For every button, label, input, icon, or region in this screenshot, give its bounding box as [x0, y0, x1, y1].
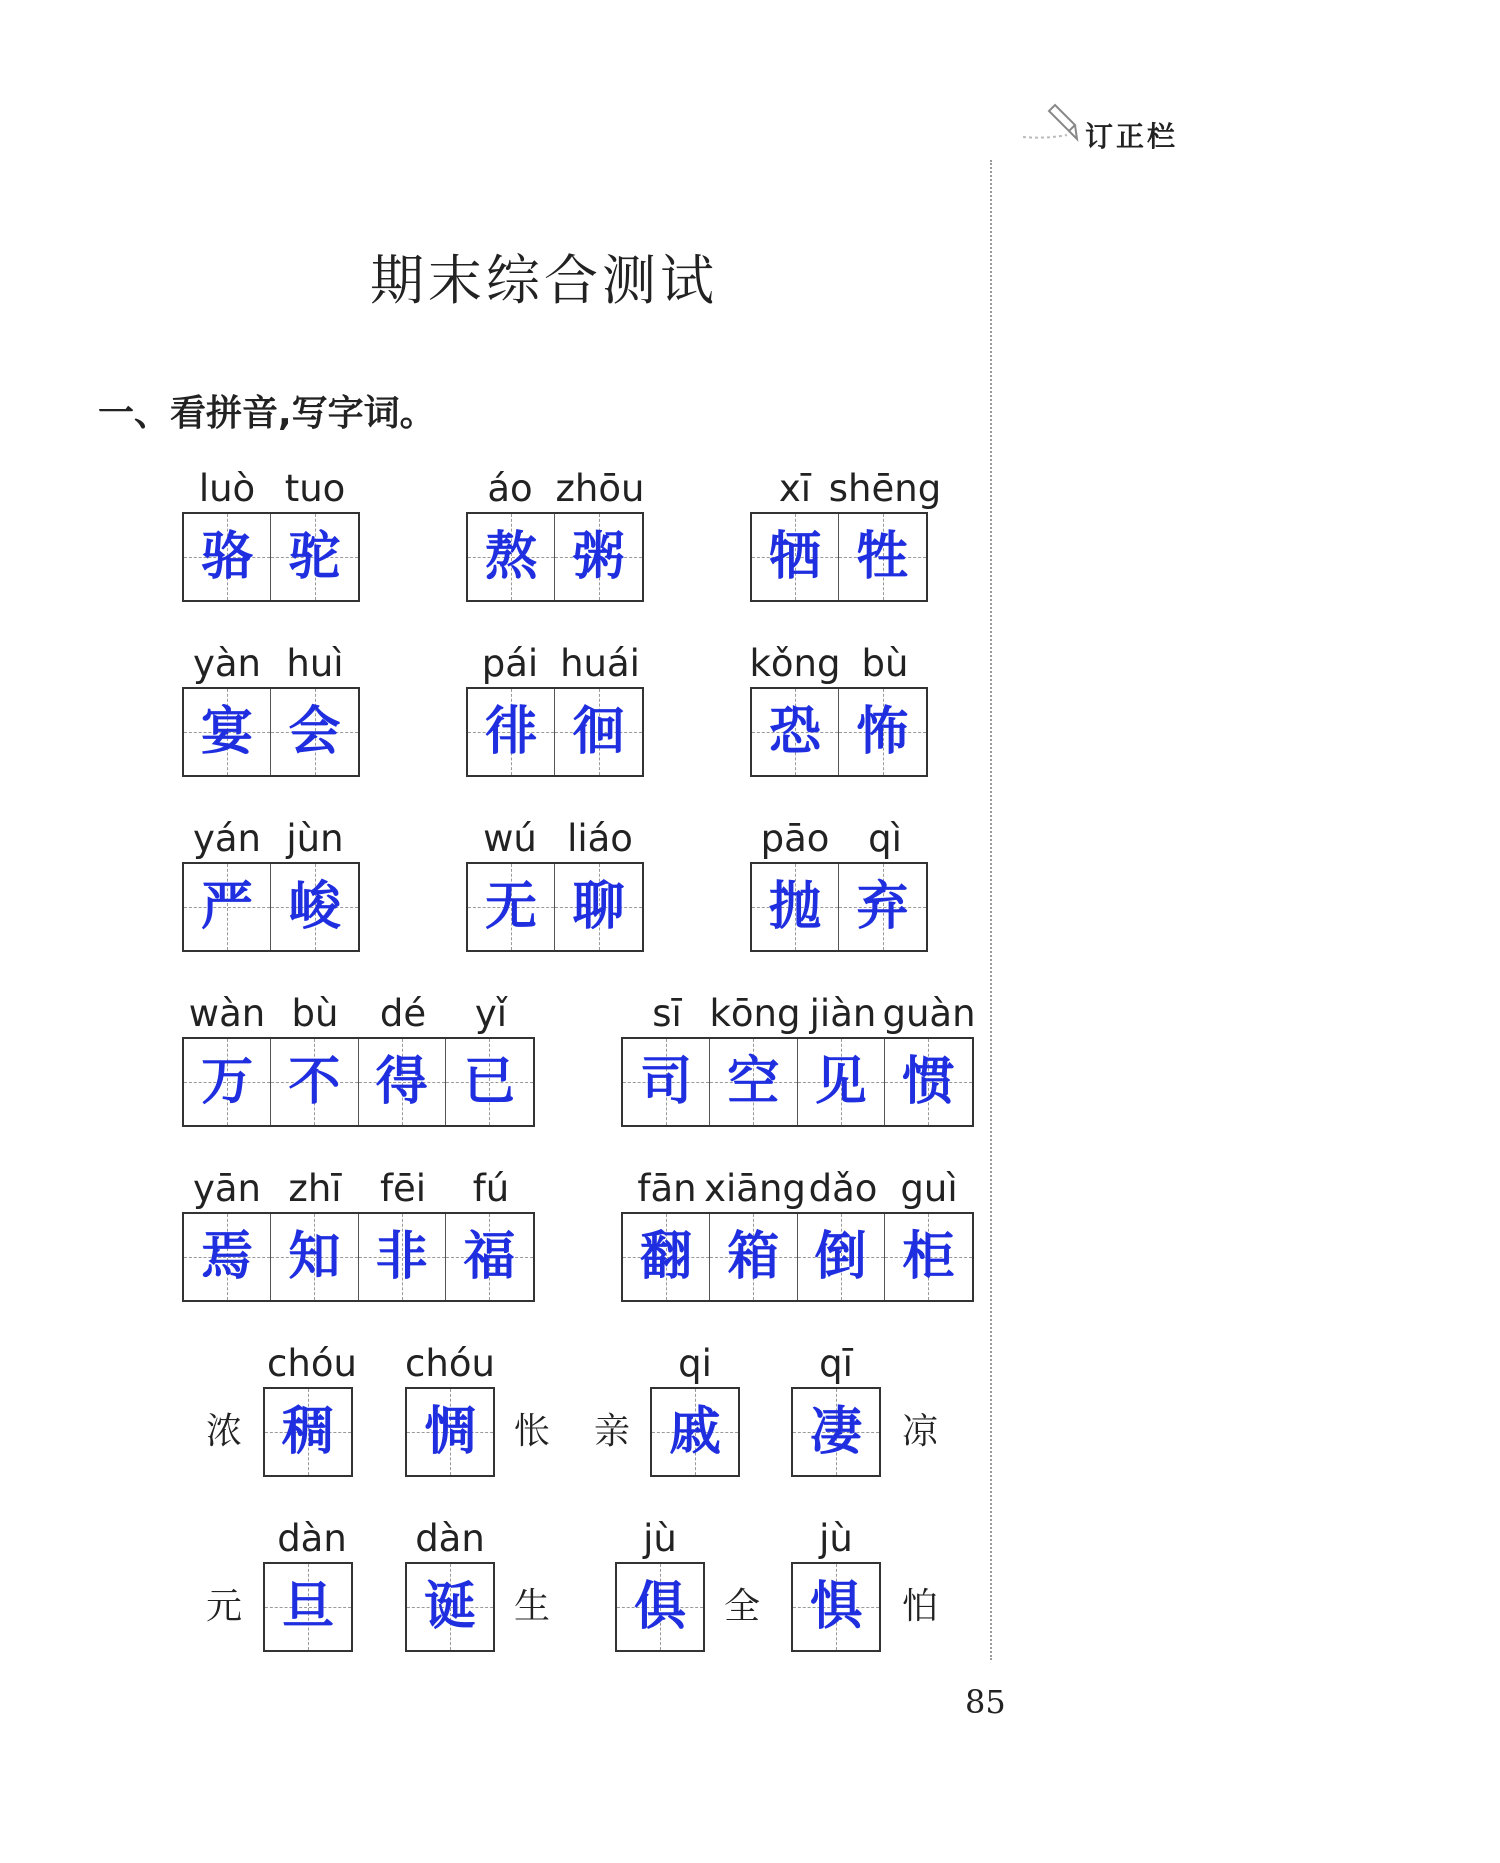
pinyin-label: yán: [192, 817, 262, 860]
pinyin-label: jùn: [286, 817, 344, 860]
char-cell: 峻: [271, 864, 358, 950]
pinyin-label: luò: [198, 467, 256, 510]
word-box: [182, 687, 360, 777]
word-box: [182, 512, 360, 602]
context-char: 浓: [205, 1411, 243, 1452]
char-cell: 福: [446, 1214, 533, 1300]
pinyin-label: zhōu: [555, 467, 645, 510]
char-cell: 牲: [839, 514, 926, 600]
page-number: 85: [965, 1683, 1006, 1721]
char-cell: 熬: [468, 514, 555, 600]
context-char: 亲: [593, 1411, 631, 1452]
pinyin-label: pāo: [760, 817, 830, 860]
char-cell: 弃: [839, 864, 926, 950]
char-cell: 惆: [407, 1389, 493, 1475]
pinyin-label: dé: [379, 992, 427, 1035]
context-char: 凉: [901, 1411, 939, 1452]
single-char-box: [405, 1562, 495, 1652]
single-char-box: [405, 1387, 495, 1477]
pinyin-label: xī: [778, 467, 812, 510]
char-cell: 倒: [798, 1214, 885, 1300]
single-char-box: [650, 1387, 740, 1477]
pinyin-label: liáo: [567, 817, 633, 860]
pinyin-label: dàn: [277, 1517, 347, 1560]
idiom-box: [182, 1212, 535, 1302]
char-cell: 诞: [407, 1564, 493, 1650]
word-box: [466, 512, 644, 602]
pinyin-label: wàn: [188, 992, 266, 1035]
single-char-box: [263, 1562, 353, 1652]
word-box: [750, 687, 928, 777]
char-cell: 旦: [265, 1564, 351, 1650]
char-cell: 牺: [752, 514, 839, 600]
pinyin-label: dǎo: [808, 1167, 878, 1210]
char-cell: 焉: [184, 1214, 271, 1300]
pinyin-label: áo: [487, 467, 533, 510]
char-cell: 骆: [184, 514, 271, 600]
page-title: 期末综合测试: [370, 249, 718, 312]
pinyin-label: guàn: [882, 992, 976, 1035]
pinyin-label: jù: [819, 1517, 853, 1560]
pinyin-label: fān: [637, 1167, 697, 1210]
char-cell: 万: [184, 1039, 271, 1125]
pinyin-label: kōng: [709, 992, 801, 1035]
context-char: 怕: [901, 1586, 939, 1627]
char-cell: 怖: [839, 689, 926, 775]
char-cell: 已: [446, 1039, 533, 1125]
pinyin-label: kǒng: [749, 642, 841, 685]
idiom-box: [621, 1037, 974, 1127]
context-char: 元: [205, 1586, 243, 1627]
pinyin-label: yàn: [192, 642, 262, 685]
word-box: [466, 862, 644, 952]
pinyin-label: chóu: [405, 1342, 495, 1385]
char-cell: 惧: [793, 1564, 879, 1650]
word-box: [182, 862, 360, 952]
word-box: [750, 862, 928, 952]
char-cell: 惯: [885, 1039, 972, 1125]
single-char-box: [615, 1562, 705, 1652]
char-cell: 徊: [555, 689, 642, 775]
pinyin-label: chóu: [267, 1342, 357, 1385]
char-cell: 俱: [617, 1564, 703, 1650]
char-cell: 无: [468, 864, 555, 950]
char-cell: 非: [359, 1214, 446, 1300]
pinyin-label: jiàn: [809, 992, 877, 1035]
pinyin-label: bù: [861, 642, 909, 685]
pinyin-label: fēi: [379, 1167, 427, 1210]
correction-label: 订正栏: [1085, 120, 1179, 153]
char-cell: 徘: [468, 689, 555, 775]
pinyin-label: shēng: [828, 467, 942, 510]
char-cell: 翻: [623, 1214, 710, 1300]
pinyin-label: guì: [900, 1167, 958, 1210]
pinyin-label: fú: [472, 1167, 510, 1210]
char-cell: 聊: [555, 864, 642, 950]
word-box: [466, 687, 644, 777]
single-char-box: [791, 1387, 881, 1477]
pinyin-label: yān: [192, 1167, 262, 1210]
pinyin-label: huì: [286, 642, 344, 685]
pinyin-label: xiāng: [704, 1167, 806, 1210]
char-cell: 箱: [710, 1214, 797, 1300]
context-char: 怅: [513, 1411, 551, 1452]
char-cell: 宴: [184, 689, 271, 775]
idiom-box: [182, 1037, 535, 1127]
pinyin-label: bù: [291, 992, 339, 1035]
char-cell: 会: [271, 689, 358, 775]
char-cell: 凄: [793, 1389, 879, 1475]
pinyin-label: qì: [868, 817, 902, 860]
char-cell: 司: [623, 1039, 710, 1125]
pinyin-label: jù: [643, 1517, 677, 1560]
pinyin-label: pái: [481, 642, 539, 685]
char-cell: 空: [710, 1039, 797, 1125]
pinyin-label: dàn: [415, 1517, 485, 1560]
single-char-box: [263, 1387, 353, 1477]
pinyin-label: zhī: [288, 1167, 342, 1210]
context-char: 全: [723, 1586, 761, 1627]
word-box: [750, 512, 928, 602]
char-cell: 严: [184, 864, 271, 950]
correction-column-divider: [990, 160, 992, 1660]
char-cell: 戚: [652, 1389, 738, 1475]
pencil-icon: [1015, 95, 1085, 145]
idiom-box: [621, 1212, 974, 1302]
char-cell: 不: [271, 1039, 358, 1125]
pinyin-label: wú: [483, 817, 537, 860]
char-cell: 抛: [752, 864, 839, 950]
char-cell: 知: [271, 1214, 358, 1300]
context-char: 生: [513, 1586, 551, 1627]
pinyin-label: tuo: [284, 467, 346, 510]
char-cell: 恐: [752, 689, 839, 775]
pinyin-label: qī: [819, 1342, 853, 1385]
pinyin-label: huái: [560, 642, 640, 685]
single-char-box: [791, 1562, 881, 1652]
pinyin-label: qi: [678, 1342, 712, 1385]
pinyin-label: yǐ: [474, 992, 508, 1035]
char-cell: 见: [798, 1039, 885, 1125]
section-heading: 一、看拼音,写字词。: [98, 393, 436, 434]
char-cell: 驼: [271, 514, 358, 600]
char-cell: 粥: [555, 514, 642, 600]
char-cell: 稠: [265, 1389, 351, 1475]
char-cell: 柜: [885, 1214, 972, 1300]
char-cell: 得: [359, 1039, 446, 1125]
pinyin-label: sī: [652, 992, 682, 1035]
